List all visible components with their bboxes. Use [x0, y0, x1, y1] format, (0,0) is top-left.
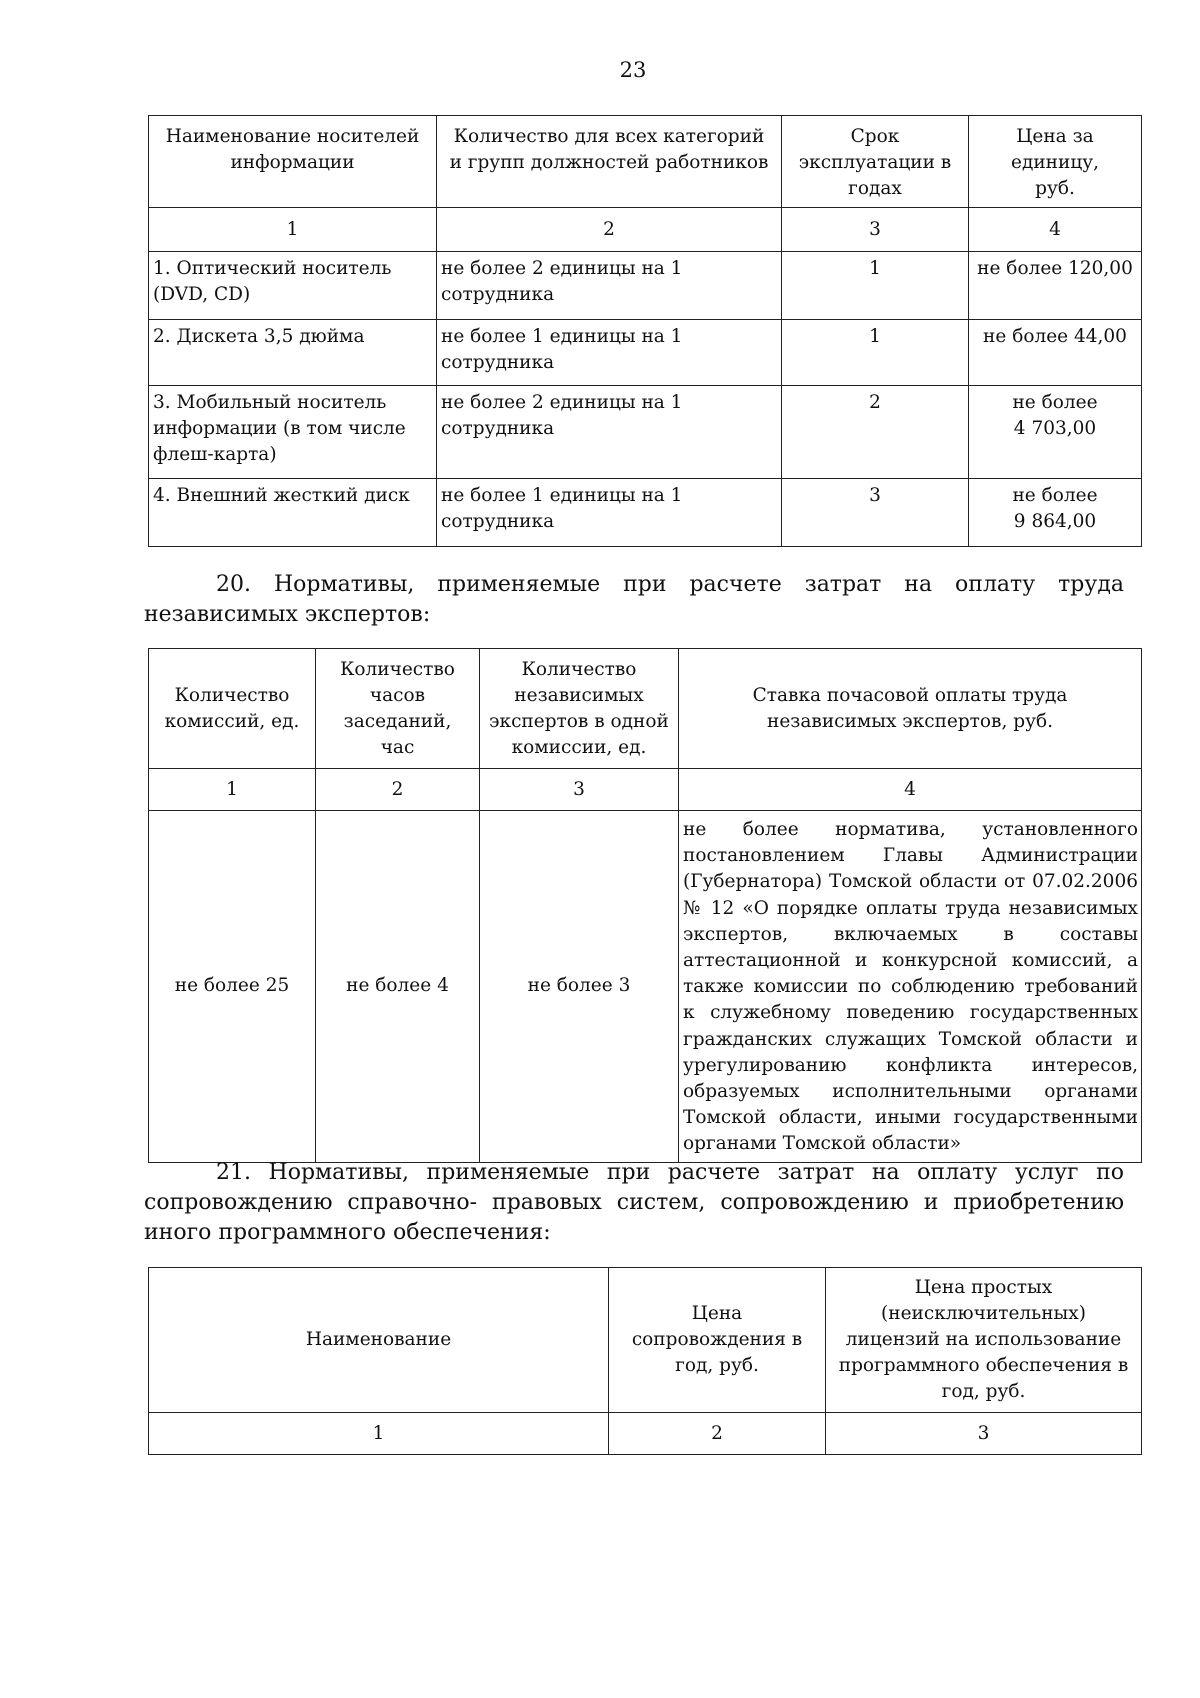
media-quantity: не более 1 единицы на 1 сотрудника	[437, 479, 782, 547]
media-price: не более 120,00	[969, 252, 1142, 320]
header-support-price: Цена сопровождения в год, руб.	[609, 1268, 826, 1413]
column-number-row	[149, 769, 1142, 811]
header-experts: Количество независимых экспертов в одной комиссии, ед.	[480, 649, 679, 769]
column-number-row	[149, 1413, 1142, 1455]
col-number: 2	[437, 208, 782, 252]
hours-value: не более 4	[316, 811, 480, 1163]
col-number: 2	[316, 769, 480, 811]
header-price: Цена за единицу, руб.	[969, 116, 1142, 208]
media-name: 3. Мобильный носитель информации (в том числе флеш-карта)	[149, 386, 437, 479]
media-term: 2	[782, 386, 969, 479]
table-header-row	[149, 649, 1142, 769]
col-number: 2	[609, 1413, 826, 1455]
media-name: 1. Оптический носитель (DVD, CD)	[149, 252, 437, 320]
rate-value: не более норматива, установленного постановлением Главы Администрации (Губернатора) Томской области от 07.02.2006 № 12 «О порядке оплаты труда независимых экспертов, включаемых в составы аттестационной и конкурсной комиссий, а также комиссии по соблюдению требований к служебному поведению государственных гражданских служащих Томской области и урегулированию конфликта интересов, образуемых исполнительными органами Томской области, иными государственными органами Томской области»	[679, 811, 1142, 1163]
header-term: Срок эксплуатации в годах	[782, 116, 969, 208]
table-row	[149, 479, 1142, 547]
media-table	[148, 115, 1142, 547]
col-number: 3	[782, 208, 969, 252]
media-price: не более 4 703,00	[969, 386, 1142, 479]
header-quantity: Количество для всех категорий и групп должностей работников	[437, 116, 782, 208]
section-21-text: 21. Нормативы, применяемые при расчете затрат на оплату услуг по сопровождению справочно- правовых систем, сопровождению и приобретению иного программного обеспечения:	[144, 1160, 1124, 1245]
commissions-value: не более 25	[149, 811, 316, 1163]
header-commissions: Количество комиссий, ед.	[149, 649, 316, 769]
table-header-row	[149, 116, 1142, 208]
section-21-paragraph	[144, 1158, 1124, 1248]
media-term: 1	[782, 252, 969, 320]
table-row	[149, 386, 1142, 479]
col-number: 3	[826, 1413, 1142, 1455]
experts-table	[148, 648, 1142, 1163]
media-price: не более 44,00	[969, 320, 1142, 386]
header-hours: Количество часов заседаний, час	[316, 649, 480, 769]
experts-value: не более 3	[480, 811, 679, 1163]
media-name: 2. Дискета 3,5 дюйма	[149, 320, 437, 386]
col-number: 1	[149, 769, 316, 811]
table-row	[149, 252, 1142, 320]
table-row	[149, 320, 1142, 386]
section-20-paragraph	[144, 570, 1124, 630]
media-quantity: не более 1 единицы на 1 сотрудника	[437, 320, 782, 386]
header-rate: Ставка почасовой оплаты труда независимых экспертов, руб.	[679, 649, 1142, 769]
col-number: 4	[969, 208, 1142, 252]
page-number: 23	[619, 58, 647, 82]
col-number: 1	[149, 208, 437, 252]
header-media-name: Наименование носителей информации	[149, 116, 437, 208]
media-term: 1	[782, 320, 969, 386]
header-name: Наименование	[149, 1268, 609, 1413]
table-row	[149, 811, 1142, 1163]
section-20-text: 20. Нормативы, применяемые при расчете затрат на оплату труда независимых экспертов:	[144, 572, 1124, 627]
media-term: 3	[782, 479, 969, 547]
table-header-row	[149, 1268, 1142, 1413]
column-number-row	[149, 208, 1142, 252]
media-quantity: не более 2 единицы на 1 сотрудника	[437, 386, 782, 479]
media-quantity: не более 2 единицы на 1 сотрудника	[437, 252, 782, 320]
col-number: 1	[149, 1413, 609, 1455]
media-name: 4. Внешний жесткий диск	[149, 479, 437, 547]
header-license-price: Цена простых (неисключительных) лицензий на использование программного обеспечения в год, руб.	[826, 1268, 1142, 1413]
media-price: не более 9 864,00	[969, 479, 1142, 547]
software-table	[148, 1267, 1142, 1455]
col-number: 3	[480, 769, 679, 811]
col-number: 4	[679, 769, 1142, 811]
